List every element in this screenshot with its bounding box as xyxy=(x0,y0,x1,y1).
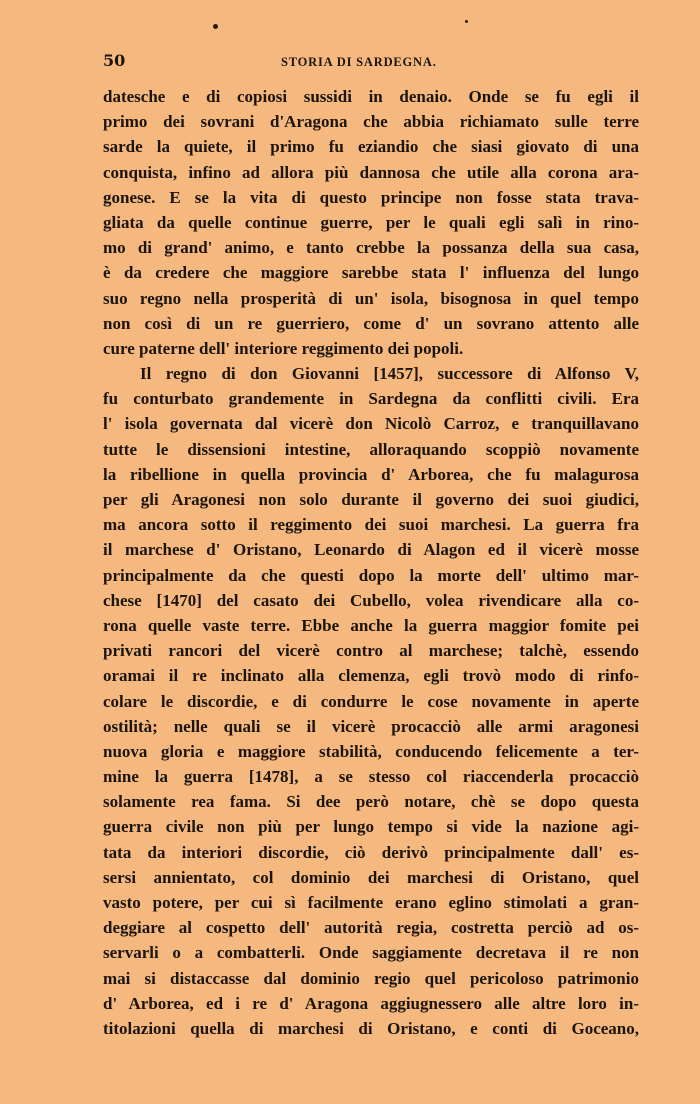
text-line: colare le discordie, e di condurre le cose novamente in aperte xyxy=(103,691,639,711)
text-line: suo regno nella prosperità di un' isola, bisognosa in quel tempo xyxy=(103,288,639,308)
ink-speck xyxy=(213,24,218,29)
text-line: ma ancora sotto il reggimento dei suoi marchesi. La guerra fra xyxy=(103,515,639,535)
text-line: per gli Aragonesi non solo durante il governo dei suoi giudici, xyxy=(103,490,639,509)
text-line: conquista, infino ad allora più dannosa che utile alla corona ara- xyxy=(103,162,639,182)
text-line: vasto potere, per cui sì facilmente erano eglino stimolati a gran- xyxy=(103,893,639,912)
text-line: d' Arborea, ed i re d' Aragona aggiugnessero alle altre loro in- xyxy=(103,993,639,1013)
text-line: l' isola governata dal vicerè don Nicolò Carroz, e tranquillavano xyxy=(103,414,639,434)
page-header xyxy=(103,50,641,72)
text-line: datesche e di copiosi sussidi in denaio. Onde se fu egli il xyxy=(103,87,639,106)
text-line: solamente rea fama. Si dee però notare, chè se dopo questa xyxy=(103,792,639,812)
text-line: Il regno di don Giovanni [1457], successore di Alfonso V, xyxy=(140,364,639,384)
text-line: il marchese d' Oristano, Leonardo di Alagon ed il vicerè mosse xyxy=(103,540,639,560)
text-line: tutte le dissensioni intestine, alloraquando scoppiò novamente xyxy=(103,439,639,459)
text-line: oramai il re inclinato alla clemenza, egli trovò modo di rinfo- xyxy=(103,666,639,686)
page-number: 50 xyxy=(103,51,126,70)
running-title: STORIA DI SARDEGNA. xyxy=(281,55,437,69)
text-line: principalmente da che questi dopo la morte dell' ultimo mar- xyxy=(103,565,639,585)
text-line: sarde la quiete, il primo fu eziandio che siasi giovato di una xyxy=(103,137,639,157)
text-line: mine la guerra [1478], a se stesso col riaccenderla procacciò xyxy=(103,767,639,787)
text-line: deggiare al cospetto dell' autorità regia, costretta perciò ad os- xyxy=(103,918,639,938)
text-line: sersi annientato, col dominio dei marchesi di Oristano, quel xyxy=(103,867,639,887)
text-line: gonese. E se la vita di questo principe non fosse stata trava- xyxy=(103,187,639,207)
text-line: chese [1470] del casato dei Cubello, volea rivendicare alla co- xyxy=(103,590,639,610)
text-line: tata da interiori discordie, ciò derivò principalmente dall' es- xyxy=(103,842,639,862)
ink-speck xyxy=(465,20,468,23)
text-line: privati rancori del vicerè contro al marchese; talchè, essendo xyxy=(103,641,639,661)
text-line: fu conturbato grandemente in Sardegna da conflitti civili. Era xyxy=(103,389,639,409)
text-line: cure paterne dell' interiore reggimento dei popoli. xyxy=(103,338,464,358)
text-line: gliata da quelle continue guerre, per le quali egli salì in rino- xyxy=(103,212,639,232)
text-line: la ribellione in quella provincia d' Arborea, che fu malagurosa xyxy=(103,464,639,484)
text-line: non così di un re guerriero, come d' un sovrano attento alle xyxy=(103,313,639,333)
text-line: titolazioni quella di marchesi di Oristano, e conti di Goceano, xyxy=(103,1018,639,1038)
text-line: mo di grand' animo, e tanto crebbe la possanza della sua casa, xyxy=(103,238,639,258)
text-line: è da credere che maggiore sarebbe stata l' influenza del lungo xyxy=(103,263,639,283)
text-line: primo dei sovrani d'Aragona che abbia richiamato sulle terre xyxy=(103,112,639,132)
text-line: ostilità; nelle quali se il vicerè procacciò alle armi aragonesi xyxy=(103,716,639,736)
text-line: rona quelle vaste terre. Ebbe anche la guerra maggior fomite pei xyxy=(103,615,639,635)
text-line: servarli o a combatterli. Onde saggiamente decretava il re non xyxy=(103,943,639,963)
text-line: mai si distaccasse dal dominio regio quel pericoloso patrimonio xyxy=(103,968,639,988)
text-line: nuova gloria e maggiore stabilità, conducendo felicemente a ter- xyxy=(103,741,639,761)
body-text xyxy=(103,84,639,1041)
text-line: guerra civile non più per lungo tempo si vide la nazione agi- xyxy=(103,817,639,837)
